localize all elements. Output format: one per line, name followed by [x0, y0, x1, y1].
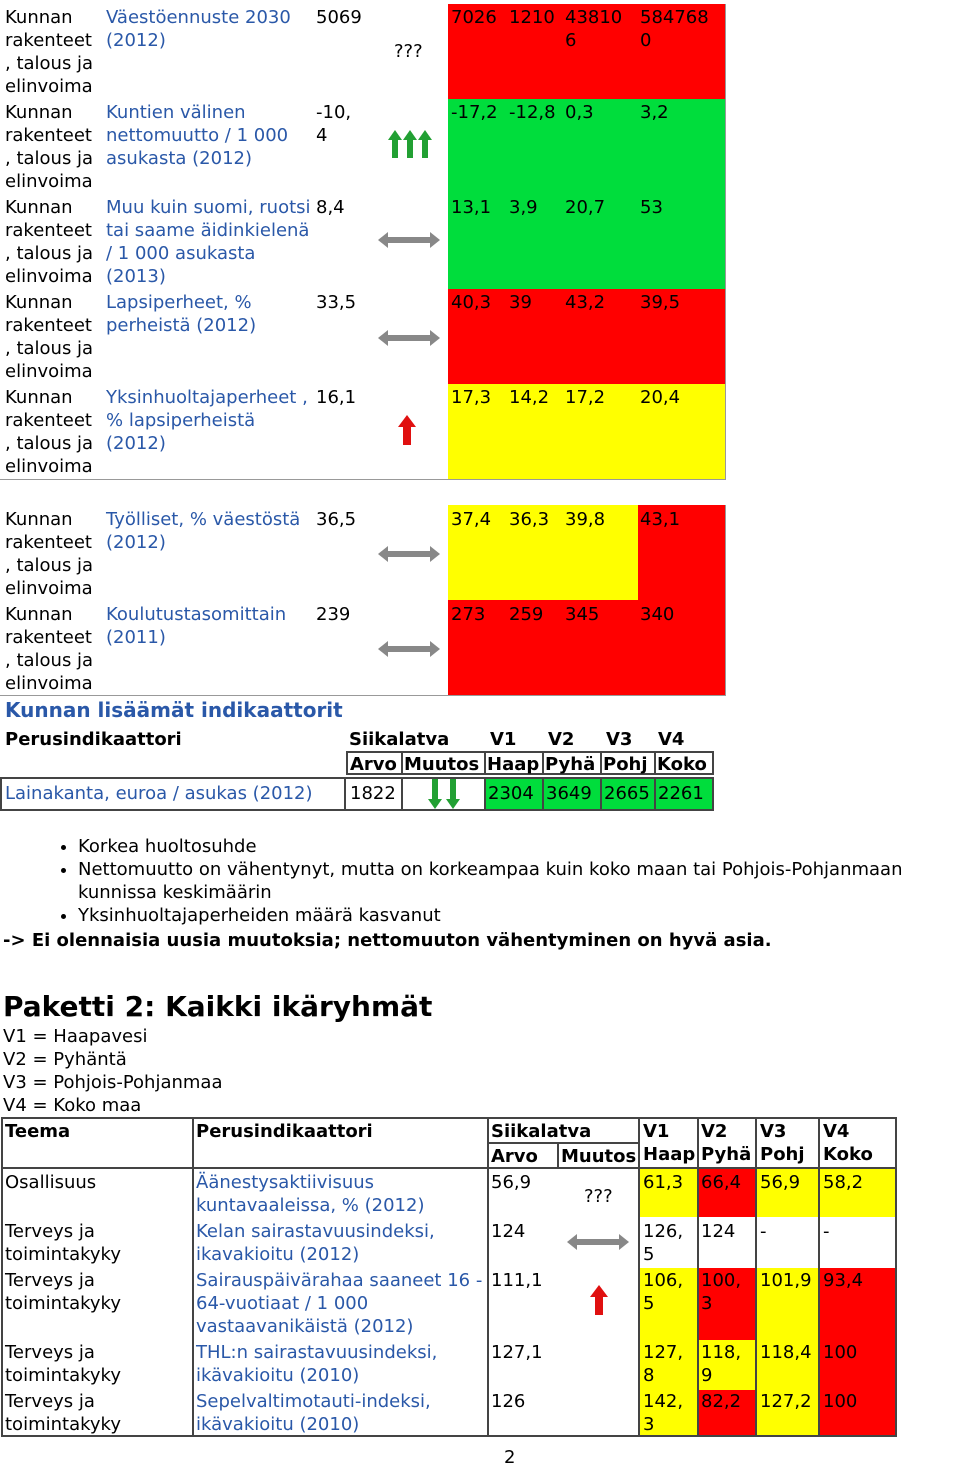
teema-cell: Kunnan rakenteet , talous ja elinvoima — [5, 509, 94, 599]
legend-v4: V4 = Koko maa — [3, 1095, 142, 1116]
v4-value: 100 — [823, 1342, 858, 1363]
v4-value: 100 — [823, 1391, 858, 1412]
arvo-value: 36,5 — [316, 509, 357, 530]
v1-value: 106, 5 — [643, 1270, 684, 1314]
horizontal-arrow-icon — [378, 330, 440, 346]
teema-cell: Kunnan rakenteet , talous ja elinvoima — [5, 197, 94, 287]
teema-cell: Kunnan rakenteet , talous ja elinvoima — [5, 387, 94, 477]
v4-value: 3,2 — [640, 102, 669, 123]
header-siikalatva: Siikalatva — [349, 729, 450, 750]
header-pyha: Pyhä — [545, 754, 596, 775]
v2-value: 3649 — [546, 783, 592, 804]
v1-value: 127, 8 — [643, 1342, 684, 1386]
v3-value: 17,2 — [565, 387, 606, 408]
header-v3: V3 — [760, 1121, 787, 1142]
v3-value: 20,7 — [565, 197, 606, 218]
v3-value: 43,2 — [565, 292, 606, 313]
v4-value: 53 — [640, 197, 663, 218]
v1-value: 40,3 — [451, 292, 492, 313]
teema-cell: Kunnan rakenteet , talous ja elinvoima — [5, 102, 94, 192]
arvo-value: 111,1 — [491, 1270, 543, 1291]
v4-value: 39,5 — [640, 292, 681, 313]
v4-value: - — [823, 1221, 830, 1242]
v4-value: 20,4 — [640, 387, 681, 408]
v4-value: 43,1 — [640, 509, 681, 530]
header-perusindikaattori: Perusindikaattori — [196, 1121, 373, 1142]
header-pohj: Pohj — [760, 1144, 805, 1165]
header-arvo: Arvo — [491, 1146, 538, 1167]
v4-value: 340 — [640, 604, 675, 625]
teema-cell: Terveys ja toimintakyky — [5, 1391, 121, 1435]
triple-up-green-arrows-icon — [388, 130, 433, 160]
header-koko: Koko — [657, 754, 707, 775]
indicator-name: Sepelvaltimotauti-indeksi, ikävakioitu (2010) — [196, 1391, 431, 1435]
horizontal-arrow-icon — [378, 232, 440, 248]
header-koko: Koko — [823, 1144, 873, 1165]
arvo-value: 124 — [491, 1221, 526, 1242]
arvo-value: 33,5 — [316, 292, 357, 313]
indicator-name: Työlliset, % väestöstä (2012) — [106, 509, 301, 553]
header-v4: V4 — [658, 729, 685, 750]
list-item: • Yksinhuoltajaperheiden määrä kasvanut — [78, 904, 960, 927]
header-perusindikaattori: Perusindikaattori — [5, 729, 182, 750]
v2-value: 82,2 — [701, 1391, 742, 1412]
teema-cell: Terveys ja toimintakyky — [5, 1221, 121, 1265]
indicator-name: Koulutustasomittain (2011) — [106, 604, 287, 648]
list-item: • Korkea huoltosuhde — [78, 835, 960, 858]
v3-value: 39,8 — [565, 509, 606, 530]
conclusion-text: -> Ei olennaisia uusia muutoksia; nettomuuton vähentyminen on hyvä asia. — [3, 930, 772, 951]
red-up-arrow-icon — [398, 415, 416, 445]
v3-value: 0,3 — [565, 102, 594, 123]
v2-value: 3,9 — [509, 197, 538, 218]
horizontal-arrow-icon — [567, 1234, 629, 1250]
v2-value: -12,8 — [509, 102, 556, 123]
section-heading: Kunnan lisäämät indikaattorit — [5, 698, 343, 722]
v2-value: 1210 — [509, 7, 555, 28]
v1-value: 7026 — [451, 7, 497, 28]
arvo-value: 127,1 — [491, 1342, 543, 1363]
header-v3: V3 — [606, 729, 633, 750]
arvo-value: 56,9 — [491, 1172, 532, 1193]
indicator-name: Kuntien välinen nettomuutto / 1 000 asukasta (2012) — [106, 102, 289, 169]
header-haap: Haap — [487, 754, 540, 775]
header-v4: V4 — [823, 1121, 850, 1142]
teema-cell: Terveys ja toimintakyky — [5, 1342, 121, 1386]
header-siikalatva: Siikalatva — [491, 1121, 592, 1142]
teema-cell: Kunnan rakenteet , talous ja elinvoima — [5, 604, 94, 694]
indicator-name: Väestöennuste 2030 (2012) — [106, 7, 291, 51]
horizontal-arrow-icon — [378, 641, 440, 657]
v4-value: 58,2 — [823, 1172, 864, 1193]
paketti-title: Paketti 2: Kaikki ikäryhmät — [3, 990, 433, 1023]
legend-v1: V1 = Haapavesi — [3, 1026, 148, 1047]
header-v2: V2 — [701, 1121, 728, 1142]
indicator-name: Muu kuin suomi, ruotsi tai saame äidinkielenä / 1 000 asukasta (2013) — [106, 197, 311, 287]
v3-value: 56,9 — [760, 1172, 801, 1193]
indicator-name: Lapsiperheet, % perheistä (2012) — [106, 292, 257, 336]
v2-value: 259 — [509, 604, 544, 625]
v4-value: 2261 — [658, 783, 704, 804]
header-v2: V2 — [548, 729, 575, 750]
header-v1: V1 — [490, 729, 517, 750]
header-v1: V1 — [643, 1121, 670, 1142]
muutos-unknown: ??? — [394, 41, 423, 62]
v3-value: 127,2 — [760, 1391, 812, 1412]
indicator-name: Lainakanta, euroa / asukas (2012) — [5, 783, 313, 804]
v1-value: 61,3 — [643, 1172, 684, 1193]
v1-value: 126, 5 — [643, 1221, 684, 1265]
header-pyha: Pyhä — [701, 1144, 752, 1165]
header-haap: Haap — [643, 1144, 696, 1165]
v2-value: 124 — [701, 1221, 736, 1242]
v3-value: 2665 — [604, 783, 650, 804]
header-pohj: Pohj — [603, 754, 648, 775]
arvo-value: 5069 — [316, 7, 362, 28]
v1-value: 37,4 — [451, 509, 492, 530]
v3-value: 101,9 — [760, 1270, 812, 1291]
indicator-name: Kelan sairastavuusindeksi, ikavakioitu (2012) — [196, 1221, 435, 1265]
indicator-name: Sairauspäivärahaa saaneet 16 - 64-vuotiaat / 1 000 vastaavanikäistä (2012) — [196, 1270, 483, 1337]
teema-cell: Terveys ja toimintakyky — [5, 1270, 121, 1314]
v1-value: 13,1 — [451, 197, 492, 218]
header-teema: Teema — [5, 1121, 71, 1142]
v1-value: -17,2 — [451, 102, 498, 123]
header-muutos: Muutos — [561, 1146, 637, 1167]
teema-cell: Osallisuus — [5, 1172, 97, 1193]
v2-value: 36,3 — [509, 509, 550, 530]
v1-value: 17,3 — [451, 387, 492, 408]
teema-cell: Kunnan rakenteet , talous ja elinvoima — [5, 292, 94, 382]
double-down-green-arrows-icon — [428, 779, 460, 809]
arvo-value: 16,1 — [316, 387, 357, 408]
v1-value: 142, 3 — [643, 1391, 684, 1435]
v2-value: 100, 3 — [701, 1270, 742, 1314]
header-muutos: Muutos — [404, 754, 480, 775]
teema-cell: Kunnan rakenteet , talous ja elinvoima — [5, 7, 94, 97]
legend-v2: V2 = Pyhäntä — [3, 1049, 127, 1070]
arvo-value: 1822 — [350, 783, 396, 804]
v2-value: 66,4 — [701, 1172, 742, 1193]
header-arvo: Arvo — [350, 754, 397, 775]
v3-value: 118,4 — [760, 1342, 812, 1363]
arvo-value: -10, 4 — [316, 102, 352, 146]
v1-value: 273 — [451, 604, 486, 625]
horizontal-arrow-icon — [378, 546, 440, 562]
v2-value: 39 — [509, 292, 532, 313]
v1-value: 2304 — [488, 783, 534, 804]
list-item: • Nettomuutto on vähentynyt, mutta on korkeampaa kuin koko maan tai Pohjois-Pohjanmaan kunnissa keskimäärin — [78, 858, 960, 904]
legend-v3: V3 = Pohjois-Pohjanmaa — [3, 1072, 223, 1093]
arvo-value: 126 — [491, 1391, 526, 1412]
muutos-unknown: ??? — [584, 1186, 613, 1207]
v2-value: 118, 9 — [701, 1342, 742, 1386]
v2-value: 14,2 — [509, 387, 550, 408]
indicator-name: THL:n sairastavuusindeksi, ikävakioitu (2010) — [196, 1342, 438, 1386]
v4-value: 93,4 — [823, 1270, 864, 1291]
page-number: 2 — [504, 1447, 516, 1468]
indicator-name: Äänestysaktiivisuus kuntavaaleissa, % (2012) — [196, 1172, 425, 1216]
indicator-name: Yksinhuoltajaperheet , % lapsiperheistä (2012) — [106, 387, 308, 454]
red-up-arrow-icon — [590, 1285, 608, 1315]
arvo-value: 239 — [316, 604, 351, 625]
v3-value: - — [760, 1221, 767, 1242]
v3-value: 43810 6 — [565, 7, 623, 51]
v4-value: 584768 0 — [640, 7, 709, 51]
arvo-value: 8,4 — [316, 197, 345, 218]
summary-bullet-list — [40, 835, 960, 927]
v3-value: 345 — [565, 604, 600, 625]
